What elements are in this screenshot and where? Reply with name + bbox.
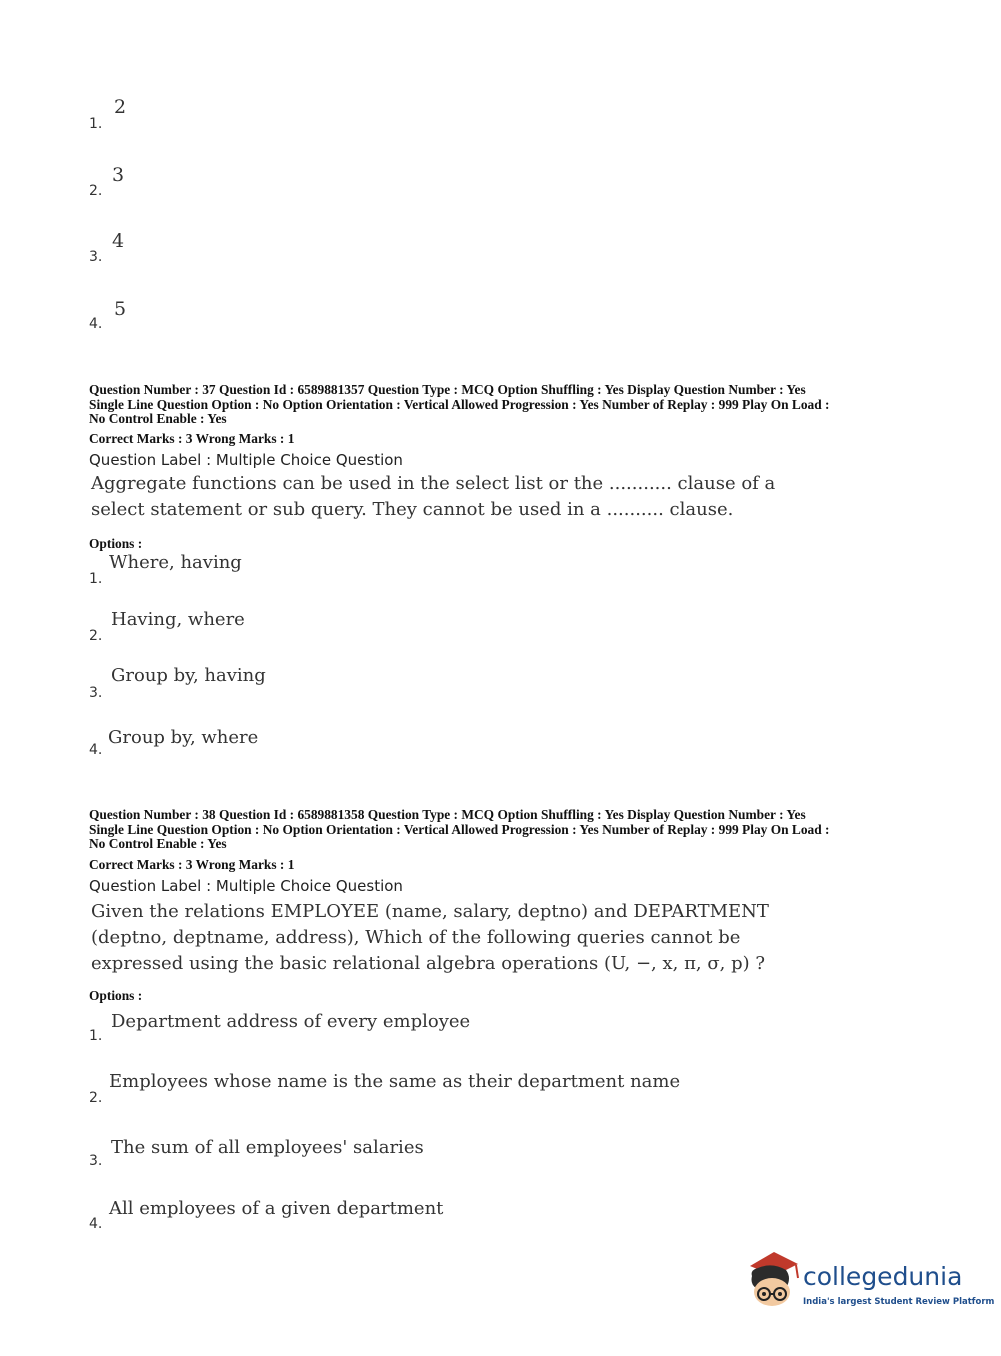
- question-text-line: (deptno, deptname, address), Which of the following queries cannot be: [91, 927, 741, 948]
- option-number: 2.: [89, 1090, 103, 1106]
- meta-line: No Control Enable : Yes: [89, 836, 227, 851]
- question-text: [91, 899, 811, 977]
- question-text-line: expressed using the basic relational algebra operations (U, −, x, π, σ, p) ?: [91, 953, 765, 974]
- question-label: Question Label : Multiple Choice Question: [89, 451, 403, 469]
- option-value: 4: [112, 230, 125, 252]
- question-marks: Correct Marks : 3 Wrong Marks : 1: [89, 857, 295, 872]
- option-text: All employees of a given department: [109, 1198, 444, 1219]
- meta-line: Question Number : 37 Question Id : 6589881357 Question Type : MCQ Option Shuffling : Yes Display Question Number : Yes: [89, 382, 806, 397]
- question-meta: [89, 808, 919, 852]
- meta-line: Single Line Question Option : No Option Orientation : Vertical Allowed Progression : Yes Number of Replay : 999 Play On Load :: [89, 396, 830, 412]
- option-number: 1.: [89, 1028, 103, 1044]
- question-text-line: Given the relations EMPLOYEE (name, salary, deptno) and DEPARTMENT: [91, 901, 769, 922]
- option-number: 2.: [89, 628, 103, 644]
- mascot-logo-icon: [742, 1248, 802, 1313]
- option-value: 3: [112, 164, 125, 186]
- brand-name: collegedunia: [803, 1262, 963, 1291]
- option-text: Where, having: [109, 552, 242, 573]
- option-value: 2: [114, 96, 127, 118]
- option-number: 4.: [89, 1216, 103, 1232]
- option-number: 4.: [89, 316, 103, 332]
- meta-line: Single Line Question Option : No Option Orientation : Vertical Allowed Progression : Yes Number of Replay : 999 Play On Load :: [89, 821, 830, 837]
- option-text: The sum of all employees' salaries: [111, 1137, 424, 1158]
- question-marks: Correct Marks : 3 Wrong Marks : 1: [89, 431, 295, 446]
- option-text: Department address of every employee: [111, 1011, 471, 1032]
- option-number: 3.: [89, 685, 103, 701]
- option-number: 1.: [89, 116, 103, 132]
- option-number: 3.: [89, 249, 103, 265]
- option-text: Group by, having: [111, 665, 266, 686]
- option-text: Group by, where: [108, 727, 259, 748]
- question-text-line: select statement or sub query. They cannot be used in a .......... clause.: [91, 499, 734, 520]
- brand-tagline: India's largest Student Review Platform: [803, 1297, 995, 1307]
- option-number: 4.: [89, 742, 103, 758]
- option-text: Having, where: [111, 609, 245, 630]
- option-text: Employees whose name is the same as their department name: [109, 1071, 681, 1092]
- options-heading: Options :: [89, 988, 143, 1003]
- meta-line: Question Number : 38 Question Id : 6589881358 Question Type : MCQ Option Shuffling : Yes Display Question Number : Yes: [89, 807, 806, 822]
- meta-line: No Control Enable : Yes: [89, 411, 227, 426]
- option-number: 2.: [89, 183, 103, 199]
- options-heading: Options :: [89, 536, 143, 551]
- option-number: 1.: [89, 571, 103, 587]
- question-text: [91, 471, 811, 523]
- option-value: 5: [114, 298, 127, 320]
- question-meta: [89, 383, 919, 427]
- option-number: 3.: [89, 1153, 103, 1169]
- question-text-line: Aggregate functions can be used in the select list or the ........... clause of a: [91, 473, 776, 494]
- question-label: Question Label : Multiple Choice Question: [89, 877, 403, 895]
